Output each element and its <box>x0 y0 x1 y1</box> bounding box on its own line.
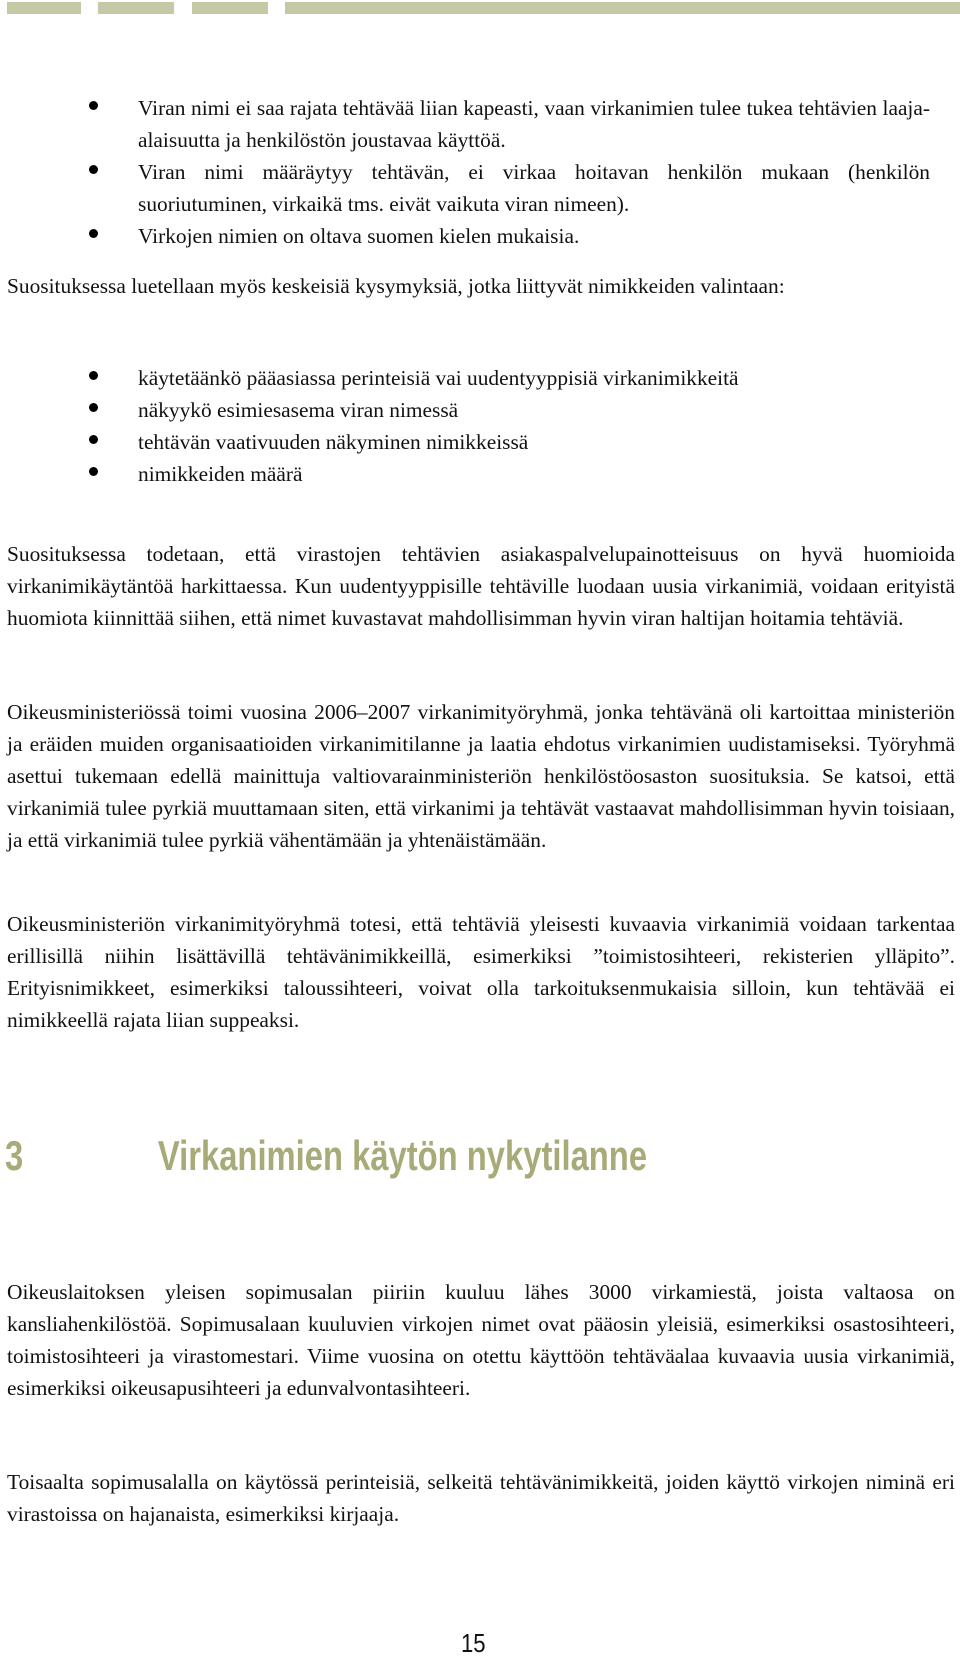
bullet-icon <box>89 371 98 380</box>
page-number: 15 <box>461 1628 486 1658</box>
header-bar-segment <box>192 2 268 14</box>
paragraph: Toisaalta sopimusalalla on käytössä perinteisiä, selkeitä tehtävänimikkeitä, joiden käyttö virkojen niminä eri virastoissa on hajanaista, esimerkiksi kirjaaja. <box>7 1470 955 1526</box>
bullet-list-top <box>0 92 960 252</box>
list-item-text: Viran nimi määräytyy tehtävän, ei virkaa hoitavan henkilön mukaan (henkilön suoriutuminen, virkaikä tms. eivät vaikuta viran nimeen). <box>138 160 930 216</box>
list-item <box>0 458 960 490</box>
list-item-text: näkyykö esimiesasema viran nimessä <box>138 398 459 422</box>
section-heading <box>5 1128 647 1184</box>
list-item <box>0 156 960 220</box>
section-title: Virkanimien käytön nykytilanne <box>157 1132 648 1179</box>
list-item-text: käytetäänkö pääasiassa perinteisiä vai uudentyyppisiä virkanimikkeitä <box>138 366 739 390</box>
list-item-text: Viran nimi ei saa rajata tehtävää liian kapeasti, vaan virkanimien tulee tukea tehtävien laaja-alaisuutta ja henkilöstön joustavaa käyttöä. <box>138 96 930 152</box>
list-item <box>0 394 960 426</box>
paragraph: Oikeuslaitoksen yleisen sopimusalan piiriin kuuluu lähes 3000 virkamiestä, joista valtaosa on kansliahenkilöstöä. Sopimusalaan kuuluvien virkojen nimet ovat pääosin yleisiä, esimerkiksi osastosihteeri, toimistosihteeri ja virastomestari. Viime vuosina on otettu käyttöön tehtäväalaa kuvaavia uusia virkanimiä, esimerkiksi oikeusapusihteeri ja edunvalvontasihteeri. <box>7 1280 955 1400</box>
bullet-icon <box>89 165 98 174</box>
header-bar-segment <box>285 2 960 14</box>
paragraph: Suosituksessa todetaan, että virastojen tehtävien asiakaspalvelupainotteisuus on hyvä huomioida virkanimikäytäntöä harkittaessa. Kun uudentyyppisille tehtäville luodaan uusia virkanimiä, voidaan erityistä huomiota kiinnittää siihen, että nimet kuvastavat mahdollisimman hyvin viran haltijan hoitamia tehtäviä. <box>7 542 955 630</box>
bullet-icon <box>89 435 98 444</box>
bullet-icon <box>89 229 98 238</box>
list-item <box>0 92 960 156</box>
bullet-icon <box>89 403 98 412</box>
bullet-icon <box>89 467 98 476</box>
paragraph: Oikeusministeriön virkanimityöryhmä totesi, että tehtäviä yleisesti kuvaavia virkanimiä voidaan tarkentaa erillisillä niihin lisättävillä tehtävänimikkeillä, esimerkiksi ”toimistosihteeri, rekisterien ylläpito”. Erityisnimikkeet, esimerkiksi taloussihteeri, voivat olla tarkoituksenmukaisia silloin, kun tehtävää ei nimikkeellä rajata liian suppeaksi. <box>7 912 955 1032</box>
list-item-text: tehtävän vaativuuden näkyminen nimikkeissä <box>138 430 529 454</box>
paragraph: Oikeusministeriössä toimi vuosina 2006–2007 virkanimityöryhmä, jonka tehtävänä oli kartoittaa ministeriön ja eräiden muiden organisaatioiden virkanimitilanne ja laatia ehdotus virkanimien uudistamiseksi. Työryhmä asettui tukemaan edellä mainittuja valtiovarainministeriön henkilöstöosaston suosituksia. Se katsoi, että virkanimiä tulee pyrkiä muuttamaan siten, että virkanimi ja tehtävät vastaavat mahdollisimman hyvin toisiaan, ja että virkanimiä tulee pyrkiä vähentämään ja yhtenäistämään. <box>7 700 955 852</box>
list-item-text: nimikkeiden määrä <box>138 462 303 486</box>
section-number: 3 <box>5 1132 24 1179</box>
list-item <box>0 362 960 394</box>
list-item-text: Virkojen nimien on oltava suomen kielen mukaisia. <box>138 224 580 248</box>
header-bar-segment <box>98 2 174 14</box>
list-item <box>0 220 960 252</box>
bullet-icon <box>89 101 98 110</box>
header-bar-segment <box>7 2 81 14</box>
list-item <box>0 426 960 458</box>
bullet-list-questions <box>0 362 960 490</box>
paragraph-intro: Suosituksessa luetellaan myös keskeisiä kysymyksiä, jotka liittyvät nimikkeiden valintaan: <box>7 274 785 298</box>
